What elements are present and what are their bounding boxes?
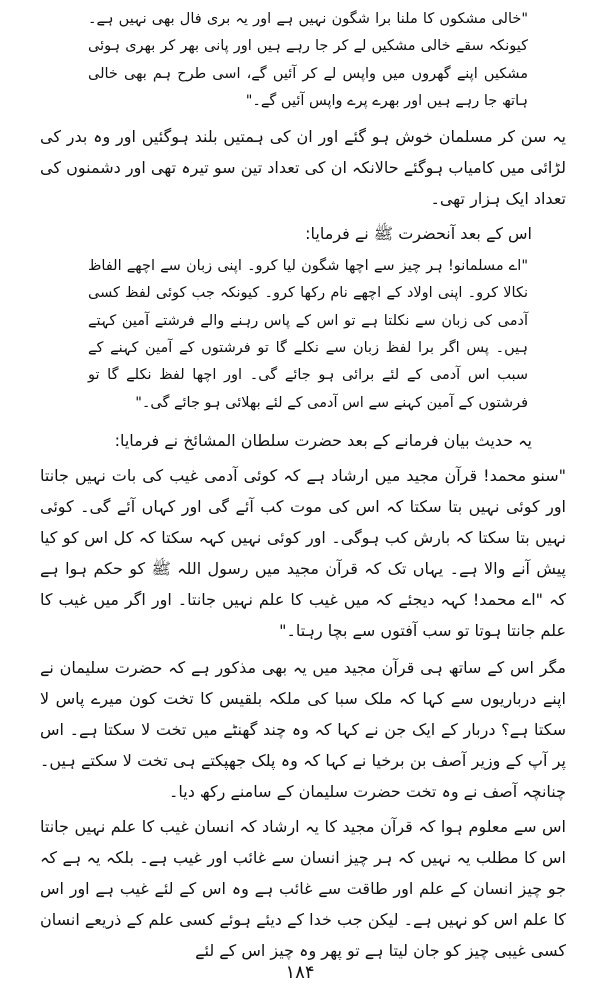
quote-good-omen-hadith: "اے مسلمانو! ہر چیز سے اچھا شگون لیا کرو۔ اپنی زبان سے اچھے الفاظ نکالا کرو۔ اپنی اولاد کے اچھے نام رکھا کرو۔ کیونکہ جب کوئی لفظ کسی آدمی کی زبان سے نکلتا ہے تو اس کے پاس رہنے والے فرشتے آمین کہتے ہیں۔ پس اگر برا لفظ زبان سے نکلے گا تو فرشتوں کے آمین کہنے کے سبب اس آدمی کے لئے برائی ہو جائے گی۔ اور اچھا لفظ نکلے گا تو فرشتوں کے آمین کہنے سے اس آدمی کے لئے بھلائی ہو جائے گی۔" — [88, 258, 528, 411]
heading-sultan-ul-mashaikh: یہ حدیث بیان فرمانے کے بعد حضرت سلطان المشائخ نے فرمایا: — [114, 430, 532, 450]
paragraph-meaning-of-unseen: اس سے معلوم ہوا کہ قرآن مجید کا یہ ارشاد کہ انسان غیب کا علم نہیں جانتا اس کا مطلب یہ نہیں کہ ہر چیز انسان سے غائب اور غیب ہے۔ بلکہ یہ ہے کہ جو چیز انسان کے علم اور طاقت سے غائب ہے وہ اس کے لئے غیب ہے اور اس کا علم اس کو نہیں ہے۔ لیکن جب خدا کے دیئے ہوئے کسی علم کے ذریعے انسان کسی غیبی چیز کو جان لیتا ہے تو پھر وہ چیز اس کے لئے — [40, 816, 566, 960]
quote-empty-waterskins: "خالی مشکوں کا ملنا برا شگون نہیں ہے اور یہ بری فال بھی نہیں ہے۔ کیونکہ سقے خالی مشکیں لے کر جا رہے ہیں اور پانی بھر کر بھری ہوئی مشکیں اپنے گھروں میں واپس لے کر آئیں گے، اسی طرح ہم بھی خالی ہاتھ جا رہے ہیں اور بھرے پرے واپس آئیں گے۔" — [88, 11, 528, 109]
page-number: ۱۸۴ — [285, 962, 315, 983]
quote-knowledge-of-unseen: "سنو محمد! قرآن مجید میں ارشاد ہے کہ کوئی آدمی غیب کی بات نہیں جانتا اور کوئی نہیں بتا سکتا کہ اس کی موت کب آئے گی اور کہاں آئے گی۔ کوئی نہیں بتا سکتا کہ بارش کب ہوگی۔ اور کوئی نہیں کہہ سکتا کہ کل اس کو کیا پیش آنے والا ہے۔ یہاں تک کہ قرآن مجید میں رسول اللہ ﷺ کو حکم ہوا ہے کہ "اے محمد! کہہ دیجئے کہ میں غیب کا علم نہیں جانتا۔ اور اگر میں غیب کا علم جانتا ہوتا تو سب آفتوں سے بچا رہتا۔" — [40, 465, 566, 640]
heading-prophet-said: اس کے بعد آنحضرت ﷺ نے فرمایا: — [305, 224, 532, 244]
paragraph-sulaiman-throne: مگر اس کے ساتھ ہی قرآن مجید میں یہ بھی مذکور ہے کہ حضرت سلیمان نے اپنے درباریوں سے کہا کہ ملک سبا کی ملکہ بلقیس کا تخت کون میرے پاس لا سکتا ہے؟ دربار کے ایک جن نے کہا کہ وہ چند گھنٹے میں تخت لا سکتا ہے۔ اس پر آپ کے وزیر آصف بن برخیا نے کہا کہ وہ پلک جھپکتے ہی تخت لا سکتے ہیں۔ چنانچہ آصف نے وہ تخت حضرت سلیمان کے سامنے رکھ دیا۔ — [40, 657, 566, 801]
paragraph-battle-of-badr: یہ سن کر مسلمان خوش ہو گئے اور ان کی ہمتیں بلند ہوگئیں اور وہ بدر کی لڑائی میں کامیاب ہوگئے حالانکہ ان کی تعداد تین سو تیرہ تھی اور دشمنوں کی تعداد ایک ہزار تھی۔ — [40, 127, 566, 209]
